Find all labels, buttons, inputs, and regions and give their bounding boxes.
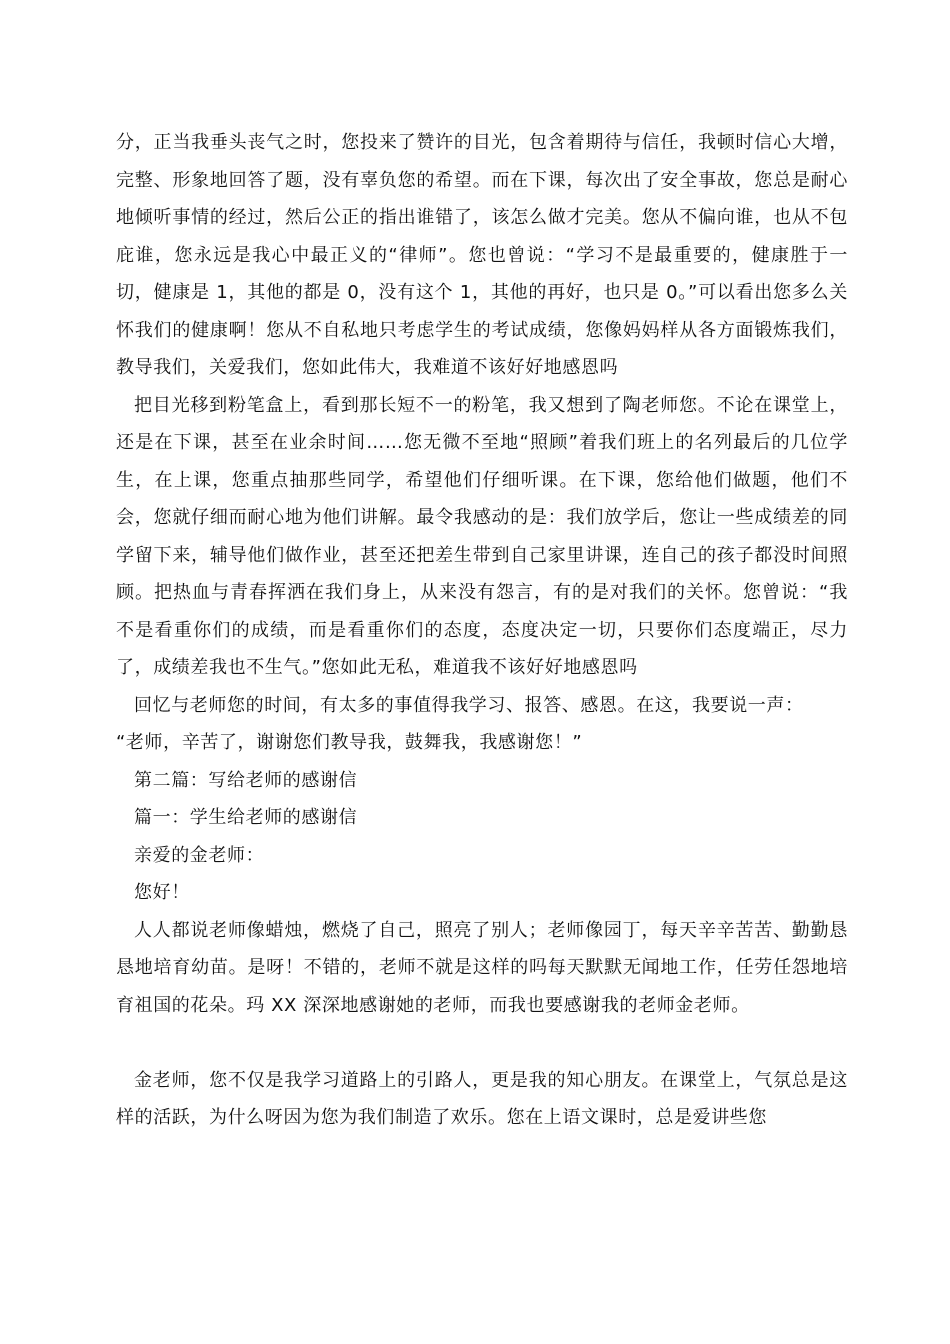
letter-greeting: 您好！ — [134, 882, 190, 903]
document-body — [116, 124, 848, 1137]
paragraph-5: 金老师，您不仅是我学习道路上的引路人，更是我的知心朋友。在课堂上，气氛总是这样的活跃，为什么呀因为您为我们制造了欢乐。您在上语文课时，总是爱讲些您 — [116, 1069, 848, 1128]
section-heading-second: 第二篇：写给老师的感谢信 — [134, 769, 358, 791]
paragraph-4: 人人都说老师像蜡烛，燃烧了自己，照亮了别人；老师像园丁，每天辛辛苦苦、勤勤恳恳地培育幼苗。是呀！不错的，老师不就是这样的吗每天默默无闻地工作，任劳任怨地培育祖国的花朵。玛 XX 深深地感谢她的老师，而我也要感谢我的老师金老师。 — [116, 919, 848, 1016]
paragraph-spacer — [116, 1024, 848, 1062]
paragraph-3-line-1: 回忆与老师您的时间，有太多的事值得我学习、报答、感恩。在这，我要说一声： — [134, 694, 804, 716]
paragraph-3-line-2: “老师，辛苦了，谢谢您们教导我，鼓舞我，我感谢您！” — [116, 732, 583, 753]
paragraph-1: 分，正当我垂头丧气之时，您投来了赞许的目光，包含着期待与信任，我顿时信心大增，完整、形象地回答了题，没有辜负您的希望。而在下课，每次出了安全事故，您总是耐心地倾听事情的经过，然后公正的指出谁错了，该怎么做才完美。您从不偏向谁，也从不包庇谁，您永远是我心中最正义的“律师”。您也曾说：“学习不是最重要的，健康胜于一切，健康是 1，其他的都是 0，没有这个 1，其他的再好，也只是 0。”可以看出您多么关怀我们的健康啊！您从不自私地只考虑学生的考试成绩，您像妈妈样从各方面锻炼我们，教导我们，关爱我们，您如此伟大，我难道不该好好地感恩吗 — [116, 132, 848, 378]
letter-salutation: 亲爱的金老师： — [134, 844, 265, 866]
section-heading-first: 篇一：学生给老师的感谢信 — [134, 807, 358, 828]
paragraph-2: 把目光移到粉笔盒上，看到那长短不一的粉笔，我又想到了陶老师您。不论在课堂上，还是在下课，甚至在业余时间……您无微不至地“照顾”着我们班上的名列最后的几位学生，在上课，您重点抽那些同学，希望他们仔细听课。在下课，您给他们做题，他们不会，您就仔细而耐心地为他们讲解。最令我感动的是：我们放学后，您让一些成绩差的同学留下来，辅导他们做作业，甚至还把差生带到自己家里讲课，连自己的孩子都没时间照顾。把热血与青春挥洒在我们身上，从来没有怨言，有的是对我们的关怀。您曾说：“我不是看重你们的成绩，而是看重你们的态度，态度决定一切，只要你们态度端正，尽力了，成绩差我也不生气。”您如此无私，难道我不该好好地感恩吗 — [116, 394, 848, 678]
